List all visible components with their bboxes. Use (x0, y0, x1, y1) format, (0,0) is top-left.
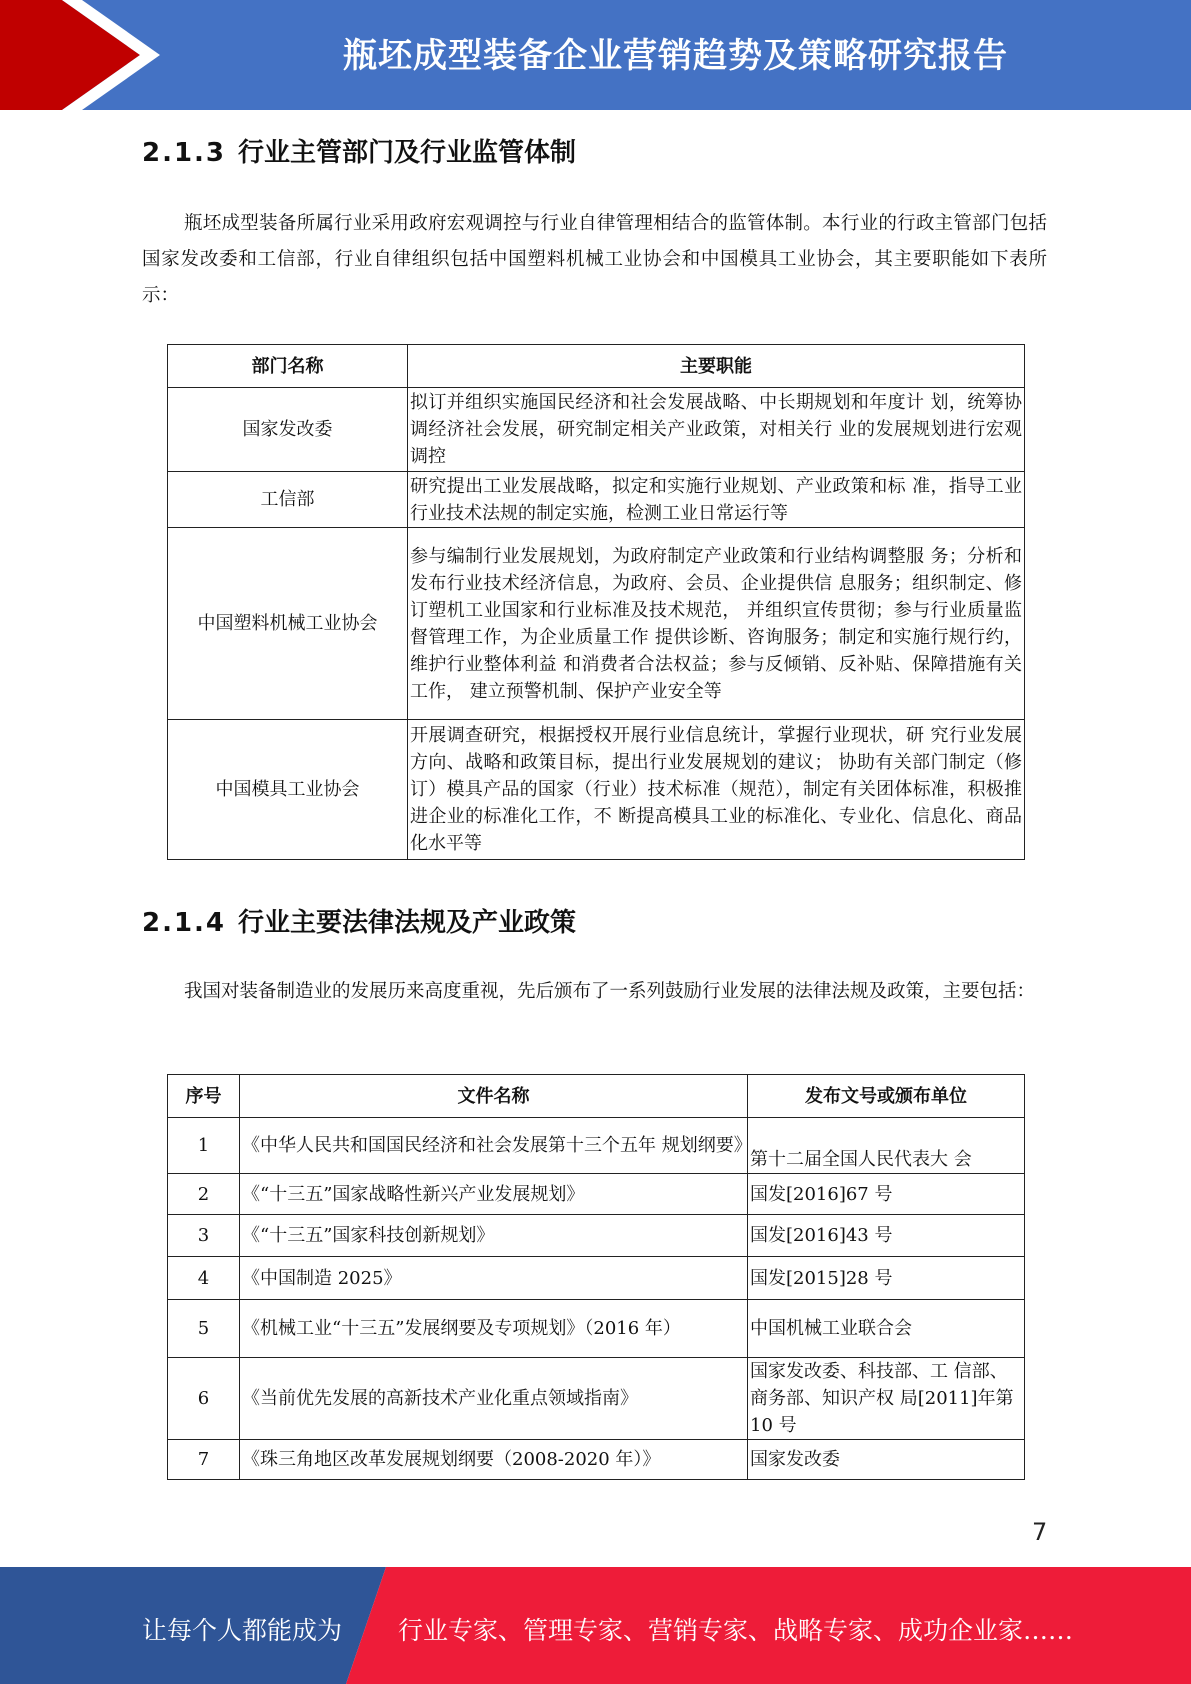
table-row (168, 388, 1025, 472)
table-row (168, 1300, 1025, 1358)
footer-slogan-left: 让每个人都能成为 (142, 1616, 343, 1645)
issuer: 中国机械工业联合会 (748, 1300, 1025, 1358)
footer-slogan-right: 行业专家、管理专家、营销专家、战略专家、成功企业家…… (398, 1616, 1074, 1645)
table-row (168, 1174, 1025, 1215)
table-header-row (168, 1075, 1025, 1118)
header-banner (0, 0, 1191, 110)
row-number: 5 (168, 1300, 240, 1358)
table-row (168, 1358, 1025, 1440)
document-name: 《中华人民共和国国民经济和社会发展第十三个五年 规划纲要》 (240, 1118, 748, 1174)
table-row (168, 1257, 1025, 1300)
table-row (168, 1215, 1025, 1257)
section-heading-2-1-3 (142, 132, 576, 169)
section-number: 2.1.3 (142, 138, 227, 168)
column-header: 发布文号或颁布单位 (748, 1075, 1025, 1118)
column-header: 序号 (168, 1075, 240, 1118)
issuer: 国家发改委、科技部、工 信部、商务部、知识产权 局[2011]年第 10 号 (748, 1358, 1025, 1440)
issuer: 国家发改委 (748, 1440, 1025, 1480)
duty-cell: 研究提出工业发展战略，拟定和实施行业规划、产业政策和标 准，指导工业行业技术法规的制定实施，检测工业日常运行等 (408, 472, 1025, 528)
table-row (168, 1440, 1025, 1480)
duty-cell: 拟订并组织实施国民经济和社会发展战略、中长期规划和年度计 划，统筹协调经济社会发展，研究制定相关产业政策，对相关行 业的发展规划进行宏观调控 (408, 388, 1025, 472)
table-row (168, 720, 1025, 860)
section-heading-2-1-4 (142, 902, 576, 939)
policy-table (167, 1074, 1025, 1480)
section-title: 行业主管部门及行业监管体制 (238, 138, 577, 168)
table-row (168, 528, 1025, 720)
document-name: 《珠三角地区改革发展规划纲要（2008-2020 年）》 (240, 1440, 748, 1480)
report-title: 瓶坯成型装备企业营销趋势及策略研究报告 (343, 36, 1008, 76)
column-header: 主要职能 (408, 345, 1025, 388)
section-paragraph: 瓶坯成型装备所属行业采用政府宏观调控与行业自律管理相结合的监管体制。本行业的行政主管部门包括国家发改委和工信部，行业自律组织包括中国塑料机械工业协会和中国模具工业协会，其主要职能如下表所示： (142, 213, 1047, 306)
table-row (168, 472, 1025, 528)
page-number: 7 (1032, 1518, 1048, 1546)
column-header: 部门名称 (168, 345, 408, 388)
section-paragraph: 我国对装备制造业的发展历来高度重视，先后颁布了一系列鼓励行业发展的法律法规及政策，主要包括： (184, 981, 1036, 1002)
document-name: 《机械工业“十三五”发展纲要及专项规划》（2016 年） (240, 1300, 748, 1358)
dept-cell: 国家发改委 (168, 388, 408, 472)
document-name: 《“十三五”国家科技创新规划》 (240, 1215, 748, 1257)
row-number: 1 (168, 1118, 240, 1174)
row-number: 6 (168, 1358, 240, 1440)
issuer: 第十二届全国人民代表大 会 (748, 1118, 1025, 1174)
footer-banner (0, 1567, 1191, 1684)
table-header-row (168, 345, 1025, 388)
duty-cell: 参与编制行业发展规划，为政府制定产业政策和行业结构调整服 务；分析和发布行业技术经济信息，为政府、会员、企业提供信 息服务；组织制定、修订塑机工业国家和行业标准及技术规范， 并组织宣传贯彻；参与行业质量监督管理工作，为企业质量工作 提供诊断、咨询服务；制定和实施行规行约，维护行业整体利益 和消费者合法权益；参与反倾销、反补贴、保障措施有关工作， 建立预警机制、保护产业安全等 (408, 528, 1025, 720)
dept-cell: 工信部 (168, 472, 408, 528)
issuer: 国发[2016]43 号 (748, 1215, 1025, 1257)
issuer: 国发[2015]28 号 (748, 1257, 1025, 1300)
issuer: 国发[2016]67 号 (748, 1174, 1025, 1215)
row-number: 2 (168, 1174, 240, 1215)
dept-cell: 中国模具工业协会 (168, 720, 408, 860)
section-title: 行业主要法律法规及产业政策 (238, 908, 577, 938)
table-row (168, 1118, 1025, 1174)
document-name: 《“十三五”国家战略性新兴产业发展规划》 (240, 1174, 748, 1215)
row-number: 7 (168, 1440, 240, 1480)
regulator-table (167, 344, 1025, 860)
column-header: 文件名称 (240, 1075, 748, 1118)
document-name: 《中国制造 2025》 (240, 1257, 748, 1300)
duty-cell: 开展调查研究，根据授权开展行业信息统计，掌握行业现状，研 究行业发展方向、战略和政策目标，提出行业发展规划的建议； 协助有关部门制定（修订）模具产品的国家（行业）技术标准（规范），制定有关团体标准，积极推进企业的标准化工作，不 断提高模具工业的标准化、专业化、信息化、商品化水平等 (408, 720, 1025, 860)
row-number: 4 (168, 1257, 240, 1300)
section-number: 2.1.4 (142, 908, 227, 938)
dept-cell: 中国塑料机械工业协会 (168, 528, 408, 720)
document-name: 《当前优先发展的高新技术产业化重点领域指南》 (240, 1358, 748, 1440)
row-number: 3 (168, 1215, 240, 1257)
